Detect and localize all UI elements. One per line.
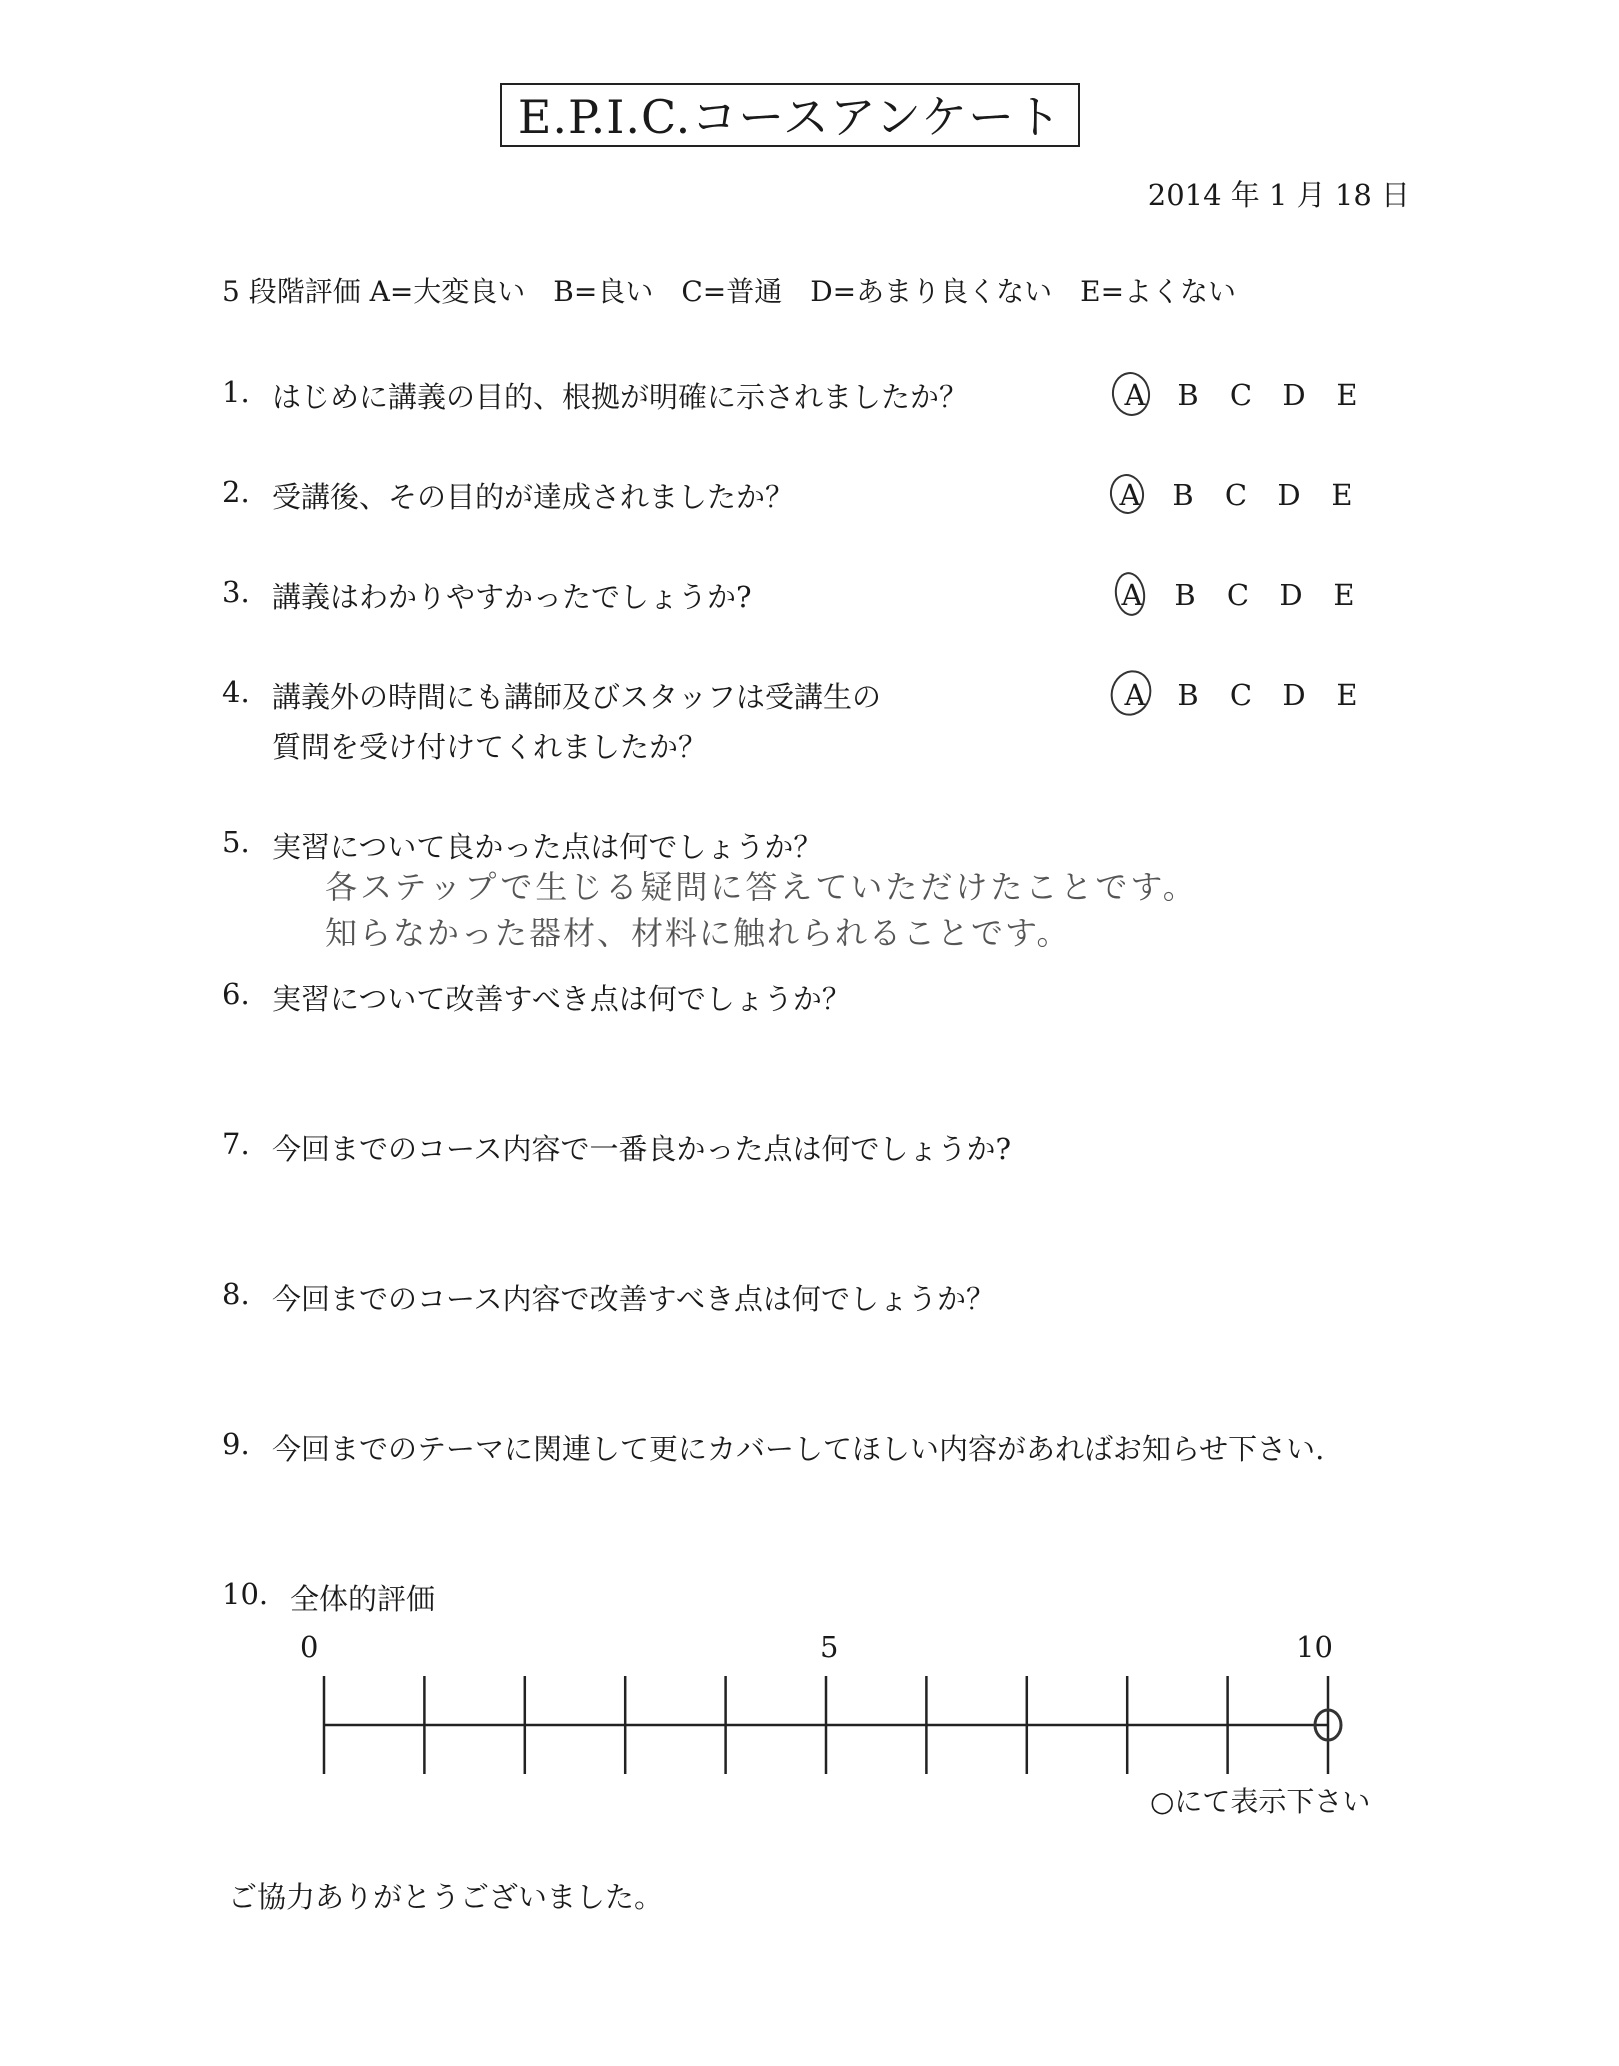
choice-c[interactable]: C: [1224, 478, 1248, 512]
survey-date: 2014 年 1 月 18 日: [1147, 178, 1410, 212]
rating-scale-legend: 5 段階評価 A=大変良い B=良い C=普通 D=あまり良くない E=よくない: [222, 275, 1237, 308]
choice-d[interactable]: D: [1279, 578, 1303, 612]
question-number: 8.: [222, 1277, 250, 1311]
scale-max-label: 10: [1296, 1630, 1333, 1664]
choice-a[interactable]: A: [1115, 378, 1155, 412]
choice-group-q3: [1112, 578, 1382, 638]
choice-a[interactable]: A: [1112, 578, 1152, 612]
choice-c[interactable]: C: [1229, 378, 1253, 412]
choice-group-q2: [1110, 478, 1380, 538]
choice-b[interactable]: B: [1177, 378, 1199, 412]
question-text: 受講後、その目的が達成されましたか？: [272, 480, 795, 514]
choice-e[interactable]: E: [1331, 478, 1353, 512]
question-number: 7.: [222, 1127, 250, 1161]
choice-c[interactable]: C: [1226, 578, 1250, 612]
choice-d[interactable]: D: [1277, 478, 1301, 512]
choice-b[interactable]: B: [1172, 478, 1194, 512]
choice-d[interactable]: D: [1282, 378, 1306, 412]
handwritten-answer-line-2: 知らなかった器材、材料に触れられることです。: [325, 914, 1071, 952]
question-text: 実習について良かった点は何でしょうか？: [272, 830, 823, 864]
question-number: 6.: [222, 977, 250, 1011]
choice-a[interactable]: A: [1115, 678, 1155, 712]
question-text: 今回までのテーマに関連して更にカバーしてほしい内容があればお知らせ下さい.: [272, 1432, 1325, 1466]
choice-group-q1: [1115, 378, 1385, 438]
selected-circle-mark: [1107, 472, 1146, 516]
question-text: 全体的評価: [290, 1582, 436, 1616]
choice-b[interactable]: B: [1174, 578, 1196, 612]
choice-a[interactable]: A: [1110, 478, 1150, 512]
selected-circle-mark: [1109, 370, 1153, 419]
page-title: E.P.I.C.コースアンケート: [500, 83, 1080, 147]
question-text: 今回までのコース内容で改善すべき点は何でしょうか？: [272, 1282, 995, 1316]
question-number: 9.: [222, 1427, 250, 1461]
choice-d[interactable]: D: [1282, 678, 1306, 712]
choice-group-q4: [1115, 678, 1385, 738]
question-number: 1.: [222, 375, 250, 409]
handwritten-answer-line-1: 各ステップで生じる疑問に答えていただけたことです。: [325, 868, 1198, 906]
choice-b[interactable]: B: [1177, 678, 1199, 712]
question-number: 2.: [222, 475, 250, 509]
question-number: 4.: [222, 675, 250, 709]
choice-c[interactable]: C: [1229, 678, 1253, 712]
question-text: 講義はわかりやすかったでしょうか?: [272, 580, 752, 614]
closing-message: ご協力ありがとうございました。: [228, 1880, 664, 1914]
question-text: はじめに講義の目的、根拠が明確に示されましたか？: [272, 380, 969, 414]
scale-min-label: 0: [300, 1630, 319, 1664]
choice-e[interactable]: E: [1336, 378, 1358, 412]
question-number: 5.: [222, 825, 250, 859]
selected-circle-mark: [1112, 570, 1148, 618]
selected-circle-mark: [1104, 665, 1157, 722]
question-number: 10.: [222, 1577, 269, 1611]
overall-rating-scale[interactable]: [300, 1670, 1360, 1780]
question-number: 3.: [222, 575, 250, 609]
question-text: 講義外の時間にも講師及びスタッフは受講生の: [272, 680, 882, 714]
choice-e[interactable]: E: [1336, 678, 1358, 712]
question-text-continued: 質問を受け付けてくれましたか？: [272, 730, 708, 764]
question-text: 今回までのコース内容で一番良かった点は何でしょうか?: [272, 1132, 1012, 1166]
question-text: 実習について改善すべき点は何でしょうか？: [272, 982, 851, 1016]
scale-mid-label: 5: [820, 1630, 839, 1664]
choice-e[interactable]: E: [1333, 578, 1355, 612]
scale-instruction: ○にて表示下さい: [1150, 1785, 1371, 1818]
